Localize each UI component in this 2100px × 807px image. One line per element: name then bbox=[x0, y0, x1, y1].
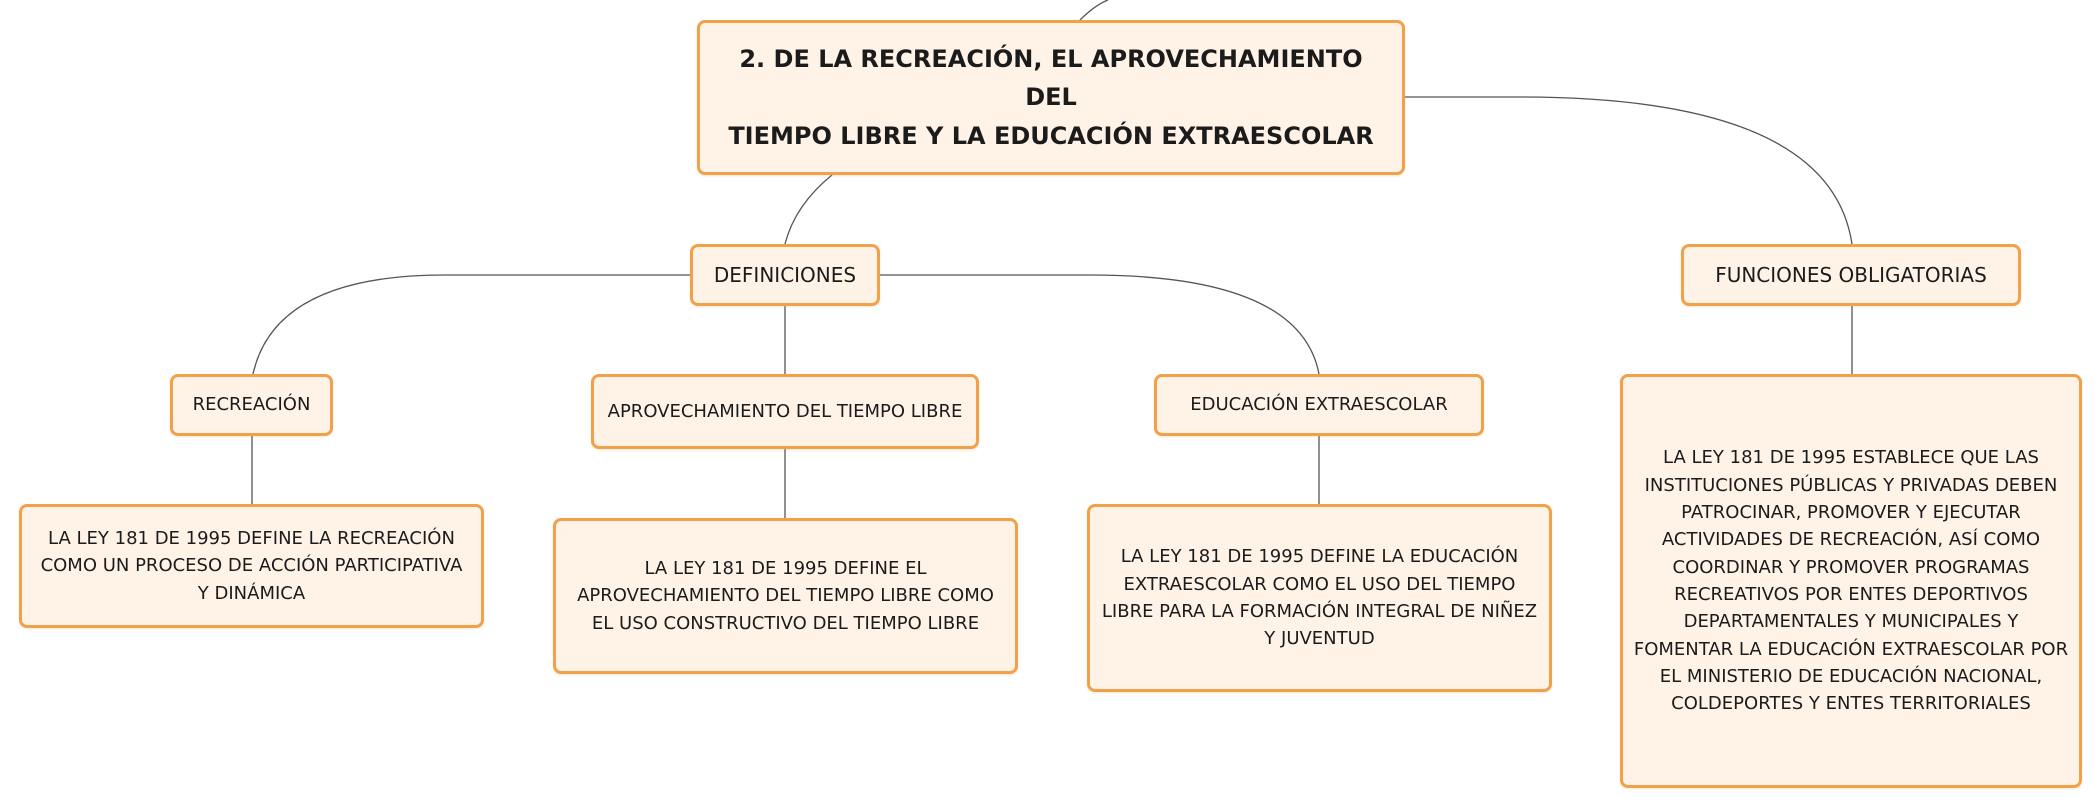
root-topic-title: 2. DE LA RECREACIÓN, EL APROVECHAMIENTO DEL TIEMPO LIBRE Y LA EDUCACIÓN EXTRAESCOLAR bbox=[728, 44, 1374, 150]
recreacion-label: RECREACIÓN bbox=[192, 394, 311, 416]
funciones-obligatorias-text: LA LEY 181 DE 1995 ESTABLECE QUE LAS INSTITUCIONES PÚBLICAS Y PRIVADAS DEBEN PATROCINAR, PROMOVER Y EJECUTAR ACTIVIDADES DE RECREACIÓN, ASÍ COMO COORDINAR Y PROMOVER PROGRAMAS RECREATIVOS POR ENTES DEPORTIVOS DEPARTAMENTALES Y MUNICIPALES Y FOMENTAR LA EDUCACIÓN EXTRAESCOLAR POR EL MINISTERIO DE EDUCACIÓN NACIONAL, COLDEPORTES Y ENTES TERRITORIALES bbox=[1633, 447, 2069, 715]
educacion-extraescolar-label: EDUCACIÓN EXTRAESCOLAR bbox=[1190, 394, 1448, 416]
funciones-obligatorias-label: FUNCIONES OBLIGATORIAS bbox=[1715, 263, 1987, 287]
connector-root-definiciones bbox=[785, 175, 832, 244]
recreacion-definition-text: LA LEY 181 DE 1995 DEFINE LA RECREACIÓN COMO UN PROCESO DE ACCIÓN PARTICIPATIVA Y DINÁMICA bbox=[40, 527, 463, 604]
funciones-obligatorias-node[interactable] bbox=[1681, 244, 2021, 306]
recreacion-definition-node[interactable] bbox=[19, 504, 484, 628]
recreacion-node[interactable] bbox=[170, 374, 333, 436]
root-topic-node[interactable] bbox=[697, 20, 1405, 175]
aprovechamiento-label: APROVECHAMIENTO DEL TIEMPO LIBRE bbox=[607, 400, 963, 422]
educacion-extraescolar-definition-text: LA LEY 181 DE 1995 DEFINE LA EDUCACIÓN EXTRAESCOLAR COMO EL USO DEL TIEMPO LIBRE PARA LA FORMACIÓN INTEGRAL DE NIÑEZ Y JUVENTUD bbox=[1101, 546, 1538, 650]
funciones-obligatorias-text-node[interactable] bbox=[1620, 374, 2082, 788]
connector-definiciones-educacion bbox=[880, 275, 1319, 374]
definiciones-node[interactable] bbox=[690, 244, 880, 306]
aprovechamiento-node[interactable] bbox=[591, 374, 979, 449]
definiciones-label: DEFINICIONES bbox=[713, 263, 857, 287]
connector-root-parent bbox=[1080, 0, 1108, 20]
educacion-extraescolar-node[interactable] bbox=[1154, 374, 1484, 436]
aprovechamiento-definition-node[interactable] bbox=[553, 518, 1018, 674]
aprovechamiento-definition-text: LA LEY 181 DE 1995 DEFINE EL APROVECHAMIENTO DEL TIEMPO LIBRE COMO EL USO CONSTRUCTIVO DEL TIEMPO LIBRE bbox=[577, 557, 994, 634]
educacion-extraescolar-definition-node[interactable] bbox=[1087, 504, 1552, 692]
connector-root-funciones bbox=[1405, 97, 1852, 244]
connector-definiciones-recreacion bbox=[253, 275, 690, 374]
